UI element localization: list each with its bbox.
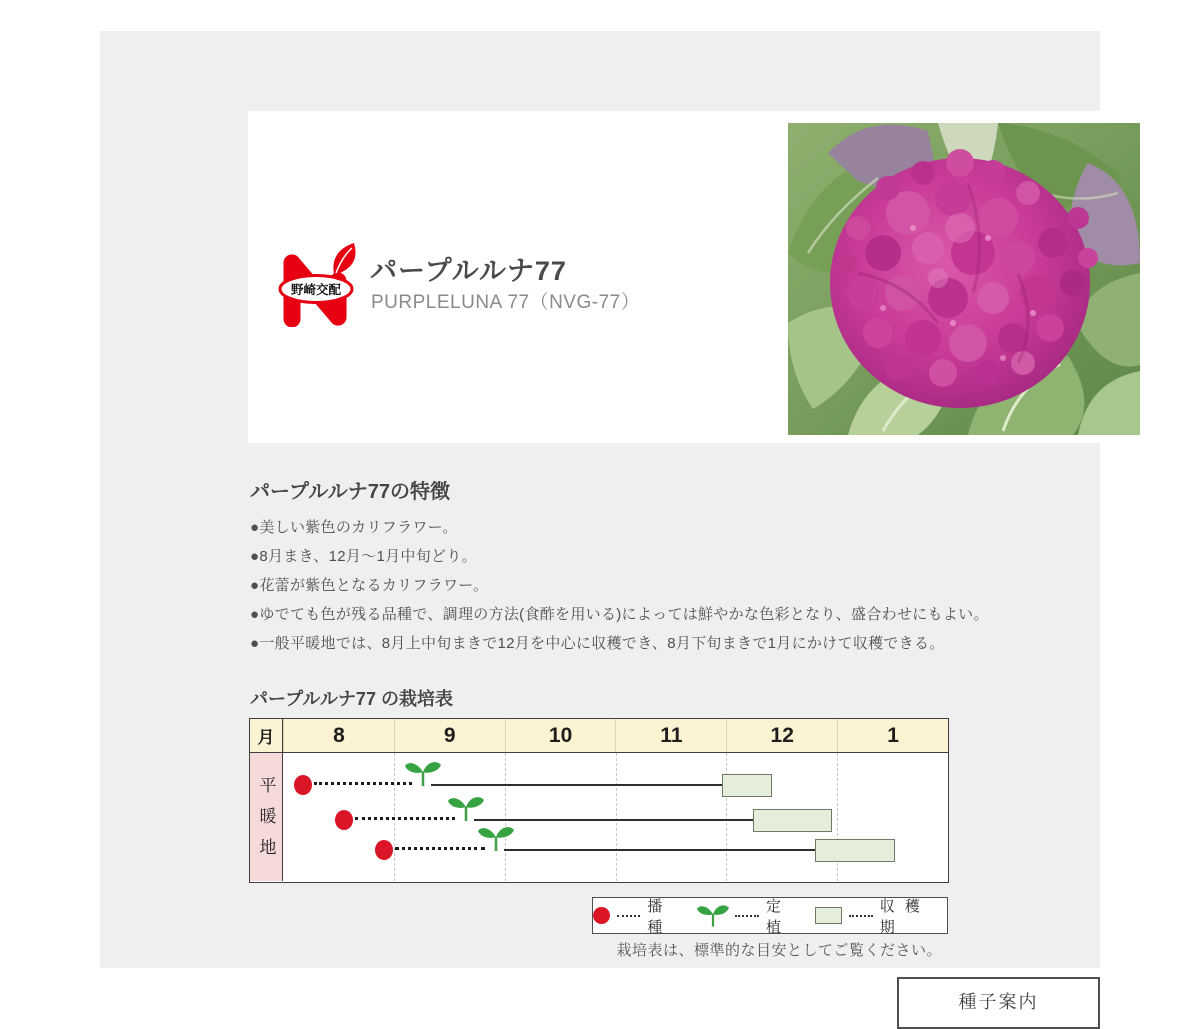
sow-dot bbox=[335, 810, 353, 830]
chart-month-header bbox=[250, 719, 948, 753]
harvest-period-box bbox=[815, 839, 895, 862]
seed-guide-button[interactable]: 種子案内 bbox=[897, 977, 1100, 1029]
month-cell: 9 bbox=[394, 719, 505, 752]
legend-dash bbox=[849, 915, 873, 917]
month-cell: 8 bbox=[283, 719, 394, 752]
feature-item: ●花蕾が紫色となるカリフラワー。 bbox=[250, 577, 489, 594]
chart-note: 栽培表は、標準的な目安としてご覧ください。 bbox=[616, 942, 942, 959]
growth-line bbox=[474, 819, 753, 821]
month-axis-label: 月 bbox=[250, 719, 283, 752]
month-gridline bbox=[726, 753, 727, 881]
growth-line bbox=[504, 849, 815, 851]
plant-legend-icon bbox=[697, 904, 729, 928]
feature-item: ●美しい紫色のカリフラワー。 bbox=[250, 519, 458, 536]
harvest-period-box bbox=[722, 774, 772, 797]
feature-item: ●8月まき、12月〜1月中旬どり。 bbox=[250, 548, 477, 565]
sow-dot bbox=[375, 840, 393, 860]
region-label: 平暖地 bbox=[256, 775, 276, 869]
legend-dash bbox=[735, 915, 759, 917]
product-subtitle: PURPLELUNA 77（NVG-77） bbox=[371, 292, 641, 313]
legend-plant-label: 定 植 bbox=[765, 897, 784, 936]
month-gridline bbox=[616, 753, 617, 881]
month-gridline bbox=[837, 753, 838, 881]
feature-item: ●一般平暖地では、8月上中旬まきで12月を中心に収穫でき、8月下旬まきで1月にかけて収穫できる。 bbox=[250, 635, 945, 652]
month-cell: 10 bbox=[505, 719, 616, 752]
feature-item: ●ゆでても色が残る品種で、調理の方法(食酢を用いる)によっては鮮やかな色彩となり、盛合わせにもよい。 bbox=[250, 606, 989, 623]
raising-dotted-line bbox=[314, 782, 412, 785]
chart-title: パープルルナ77 の栽培表 bbox=[250, 689, 453, 709]
chart-body bbox=[250, 753, 948, 881]
cultivation-chart bbox=[249, 718, 949, 883]
region-column bbox=[250, 753, 283, 881]
nozaki-logo-icon bbox=[278, 241, 356, 327]
logo-badge-text: 野崎交配 bbox=[290, 283, 342, 297]
raising-dotted-line bbox=[355, 817, 455, 820]
month-cell: 1 bbox=[837, 719, 948, 752]
sow-legend-icon bbox=[593, 907, 610, 924]
raising-dotted-line bbox=[395, 847, 485, 850]
legend-dash bbox=[617, 915, 641, 917]
sow-dot bbox=[294, 775, 312, 795]
harvest-period-box bbox=[753, 809, 832, 832]
month-cell: 11 bbox=[615, 719, 726, 752]
month-cell: 12 bbox=[726, 719, 837, 752]
month-gridline bbox=[505, 753, 506, 881]
content-panel bbox=[100, 31, 1100, 968]
harvest-legend-icon bbox=[815, 907, 842, 924]
legend-sow-label: 播 種 bbox=[647, 897, 666, 936]
chart-legend bbox=[592, 897, 948, 934]
features-heading: パープルルナ77の特徴 bbox=[250, 481, 450, 503]
product-title: パープルルナ77 bbox=[370, 256, 567, 286]
cauliflower-photo bbox=[788, 123, 1140, 435]
product-card bbox=[248, 111, 1152, 443]
legend-harvest-label: 収 穫 期 bbox=[879, 897, 923, 936]
features-list bbox=[250, 513, 1170, 658]
growth-line bbox=[431, 784, 722, 786]
